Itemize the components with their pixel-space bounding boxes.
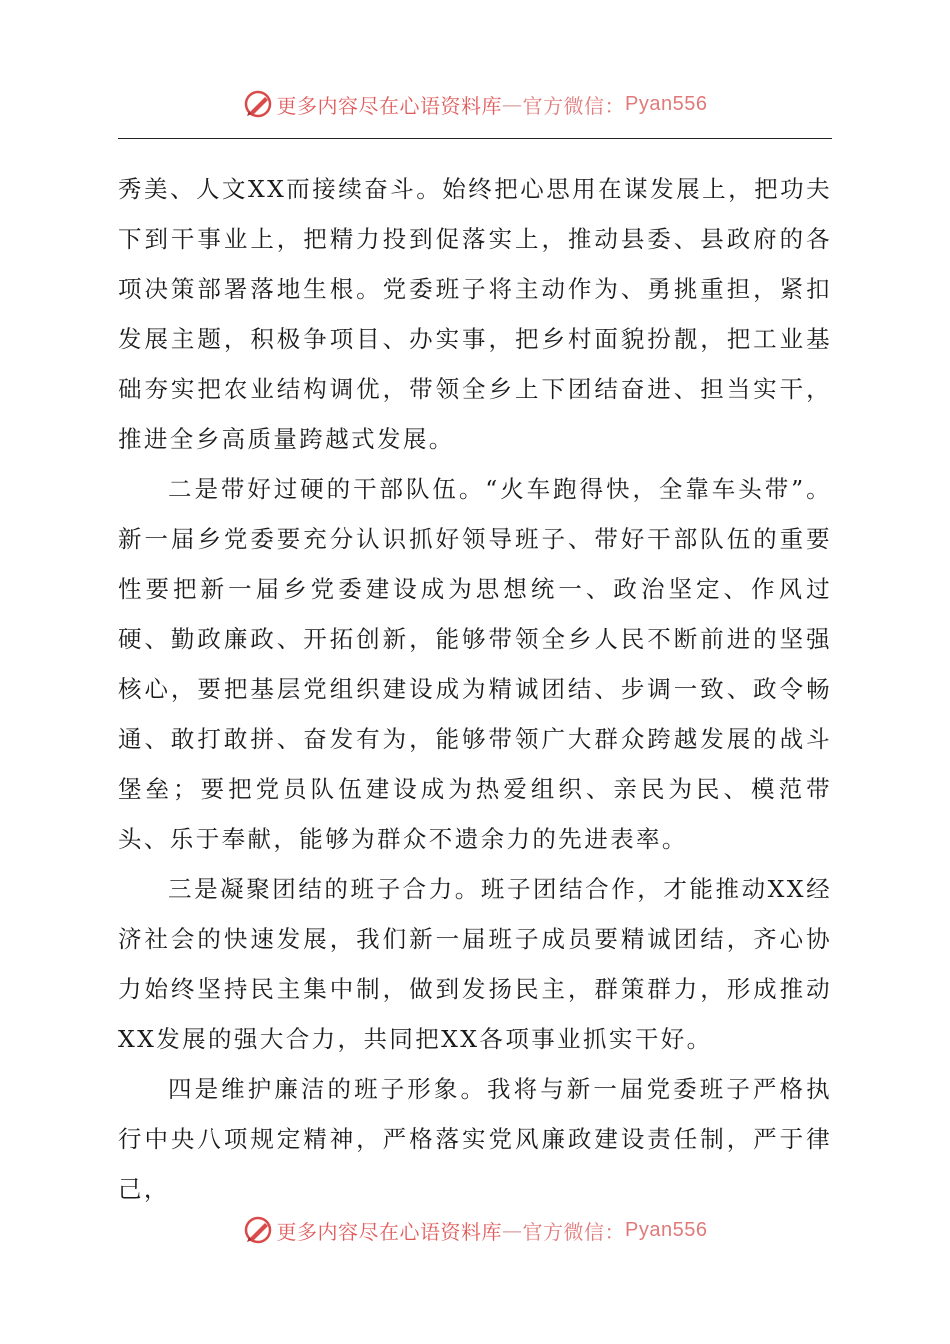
footer-wechat-id: Pyan556 [625,1218,708,1241]
paragraph-cadre-team: 二是带好过硬的干部队伍。“火车跑得快，全靠车头带”。新一届乡党委要充分认识抓好领导班子、带好干部队伍的重要性要把新一届乡党委建设成为思想统一、政治坚定、作风过硬、勤政廉政、开拓创新，能够带领全乡人民不断前进的坚强核心，要把基层党组织建设成为精诚团结、步调一致、政令畅通、敢打敢拼、奋发有为，能够带领广大群众跨越发展的战斗堡垒；要把党员队伍建设成为热爱组织、亲民为民、模范带头、乐于奉献，能够为群众不遗余力的先进表率。 [118,475,832,853]
header-separator: — [502,92,523,116]
header-brand: 更多内容尽在心语资料库 [276,93,503,118]
header-banner [0,84,950,124]
footer-banner [0,1210,950,1250]
header-label: 官方微信： [522,93,626,118]
footer-label: 官方微信： [522,1219,626,1244]
paragraph-continuation: 秀美、人文XX而接续奋斗。始终把心思用在谋发展上，把功夫下到干事业上，把精力投到促落实上，推动县委、县政府的各项决策部署落地生根。党委班子将主动作为、勇挑重担，紧扣发展主题，积极争项目、办实事，把乡村面貌扮靓，把工业基础夯实把农业结构调优，带领全乡上下团结奋进、担当实干，推进全乡高质量跨越式发展。 [118,175,832,453]
document-body [118,164,832,1214]
pen-logo-icon [243,1215,273,1245]
paragraph-integrity: 四是维护廉洁的班子形象。我将与新一届党委班子严格执行中央八项规定精神，严格落实党风廉政建设责任制，严于律己， [118,1075,832,1203]
header-divider [118,138,832,139]
pen-logo-icon [243,89,273,119]
footer-separator: — [502,1218,523,1242]
footer-brand: 更多内容尽在心语资料库 [276,1219,503,1244]
paragraph-team-unity: 三是凝聚团结的班子合力。班子团结合作，才能推动XX经济社会的快速发展，我们新一届班子成员要精诚团结，齐心协力始终坚持民主集中制，做到发扬民主，群策群力，形成推动XX发展的强大合力，共同把XX各项事业抓实干好。 [118,875,832,1053]
header-wechat-id: Pyan556 [625,92,708,115]
